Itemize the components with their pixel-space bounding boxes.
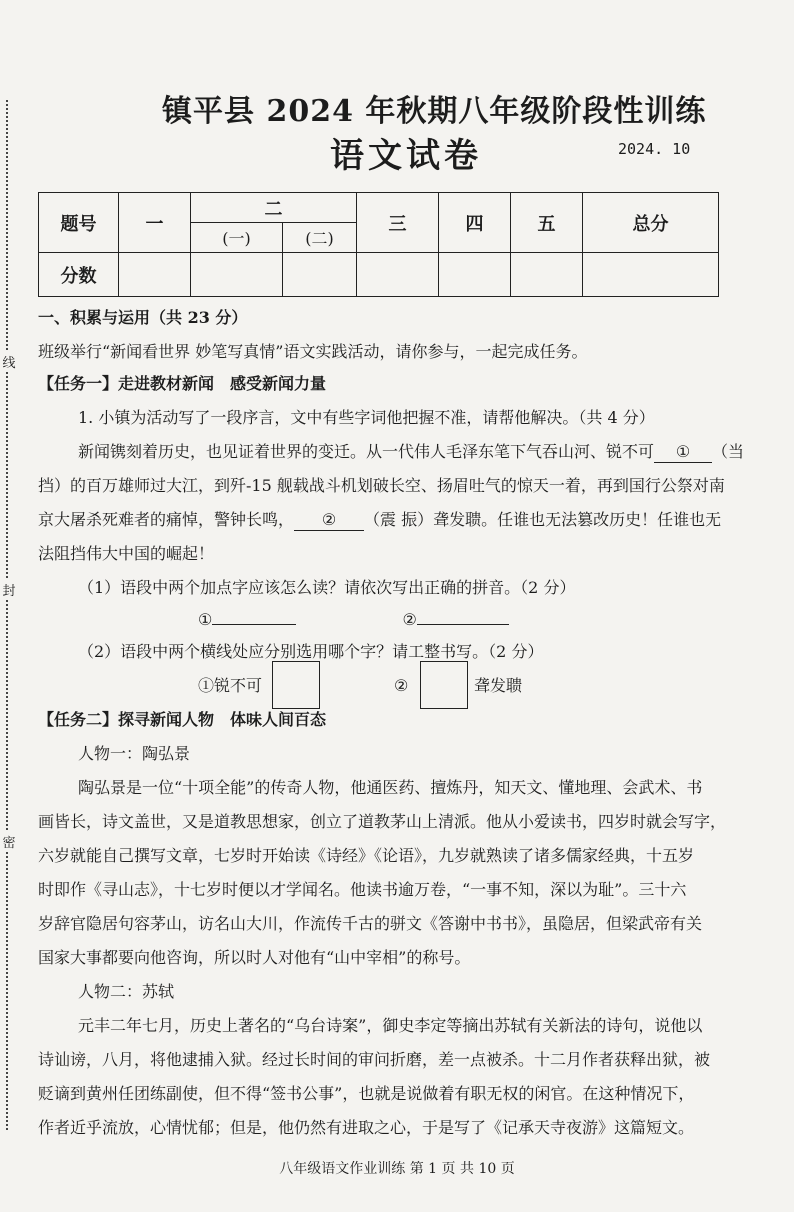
person2-line: 贬谪到黄州任团练副使，但不得“签书公事”，也就是说做着有职无权的闲官。在这种情况下， xyxy=(38,1084,695,1103)
passage-line-4: 法阻挡伟大中国的崛起！ xyxy=(38,544,215,563)
score-table xyxy=(38,192,719,297)
exam-title: 镇平县 2024 年秋期八年级阶段性训练 xyxy=(162,94,707,129)
pinyin-blank-2[interactable] xyxy=(417,624,509,625)
answer-label-b: ② xyxy=(394,676,409,695)
person1-line: 六岁就能自己撰写文章，七岁时开始读《诗经》《论语》，九岁就熟读了诸多儒家经典，十五岁 xyxy=(38,846,695,865)
person1-line: 画皆长，诗文盖世，又是道教思想家，创立了道教茅山上清派。他从小爱读书，四岁时就会写字， xyxy=(38,812,727,831)
section-heading: 一、积累与运用（共 23 分） xyxy=(38,308,248,327)
task2-title: 【任务二】探寻新闻人物 体味人间百态 xyxy=(38,710,327,729)
sub-question-2: （2）语段中两个横线处应分别选用哪个字？请工整书写。（2 分） xyxy=(78,642,544,661)
person1-label: 人物一：陶弘景 xyxy=(78,744,191,763)
blank-2[interactable]: ② xyxy=(294,510,364,531)
score-header-3: 三 xyxy=(357,193,439,253)
score-cell-2a[interactable] xyxy=(191,253,283,297)
score-header-2-sub2: (二) xyxy=(283,223,357,253)
score-header-total: 总分 xyxy=(583,193,719,253)
exam-subtitle: 语文试卷 xyxy=(330,136,482,176)
person2-line: 诗讪谤，八月，将他逮捕入狱。经过长时间的审问折磨，差一点被杀。十二月作者获释出狱，被 xyxy=(38,1050,711,1069)
score-header-label: 题号 xyxy=(39,193,119,253)
binding-mark-feng: 封 xyxy=(2,580,16,599)
passage-line-3 xyxy=(38,510,778,531)
task1-title: 【任务一】走进教材新闻 感受新闻力量 xyxy=(38,374,327,393)
answer-label-a: ①锐不可 xyxy=(198,676,263,695)
score-cell-4[interactable] xyxy=(439,253,511,297)
person1-line: 岁辞官隐居句容茅山，访名山大川，作流传千古的骈文《答谢中书书》，虽隐居，但梁武帝有关 xyxy=(38,914,703,933)
passage-line-2: 挡）的百万雄师过大江，到歼-15 舰载战斗机划破长空、扬眉吐气的惊天一着，再到国行公祭对南 xyxy=(38,476,725,495)
exam-date: 2024. 10 xyxy=(618,140,691,158)
person1-line: 陶弘景是一位“十项全能”的传奇人物，他通医药、擅炼丹，知天文、懂地理、会武术、书 xyxy=(78,778,703,797)
passage-text: 京大屠杀死难者的痛悼，警钟长鸣， xyxy=(38,510,295,529)
answer-label-1: ① xyxy=(198,610,213,629)
page-footer: 八年级语文作业训练 第 1 页 共 10 页 xyxy=(279,1161,515,1177)
person1-line: 时即作《寻山志》，十七岁时便以才学闻名。他读书逾万卷，“一事不知，深以为耻”。三十六 xyxy=(38,880,687,899)
binding-mark-xian: 线 xyxy=(2,352,16,371)
person2-label: 人物二：苏轼 xyxy=(78,982,175,1001)
writing-box-2[interactable] xyxy=(420,661,468,709)
score-header-4: 四 xyxy=(439,193,511,253)
person2-line: 元丰二年七月，历史上著名的“乌台诗案”，御史李定等摘出苏轼有关新法的诗句，说他以 xyxy=(78,1016,703,1035)
binding-mark-mi: 密 xyxy=(2,832,16,851)
section-intro: 班级举行“新闻看世界 妙笔写真情”语文实践活动，请你参与，一起完成任务。 xyxy=(38,342,588,361)
binding-dotted-line xyxy=(6,100,8,1130)
score-header-2: 二 xyxy=(191,193,357,223)
passage-text: 新闻镌刻着历史，也见证着世界的变迁。从一代伟人毛泽东笔下气吞山河、锐不可 xyxy=(78,442,655,461)
score-cell-1[interactable] xyxy=(119,253,191,297)
blank-1[interactable]: ① xyxy=(654,442,712,463)
passage-text: （震 振）聋发聩。任谁也无法篡改历史！任谁也无 xyxy=(364,510,722,529)
passage-text: （当 xyxy=(712,442,745,461)
pinyin-answers xyxy=(198,610,518,630)
score-header-1: 一 xyxy=(119,193,191,253)
score-cell-5[interactable] xyxy=(511,253,583,297)
passage-line-1 xyxy=(78,442,794,463)
answer-label-2: ② xyxy=(402,610,417,629)
person2-line: 作者近乎流放，心情忧郁；但是，他仍然有进取之心，于是写了《记承天寺夜游》这篇短文。 xyxy=(38,1118,695,1137)
question-1: 1. 小镇为活动写了一段序言，文中有些字词他把握不准，请帮他解决。（共 4 分） xyxy=(78,408,655,427)
sub-question-1: （1）语段中两个加点字应该怎么读？请依次写出正确的拼音。（2 分） xyxy=(78,578,576,597)
pinyin-blank-1[interactable] xyxy=(212,624,296,625)
score-header-2-sub1: (一) xyxy=(191,223,283,253)
writing-box-1[interactable] xyxy=(272,661,320,709)
score-cell-total[interactable] xyxy=(583,253,719,297)
score-cell-2b[interactable] xyxy=(283,253,357,297)
person1-line: 国家大事都要向他咨询，所以时人对他有“山中宰相”的称号。 xyxy=(38,948,471,967)
score-row-label: 分数 xyxy=(39,253,119,297)
score-header-5: 五 xyxy=(511,193,583,253)
score-cell-3[interactable] xyxy=(357,253,439,297)
answer-label-b-end: 聋发聩 xyxy=(474,676,523,695)
